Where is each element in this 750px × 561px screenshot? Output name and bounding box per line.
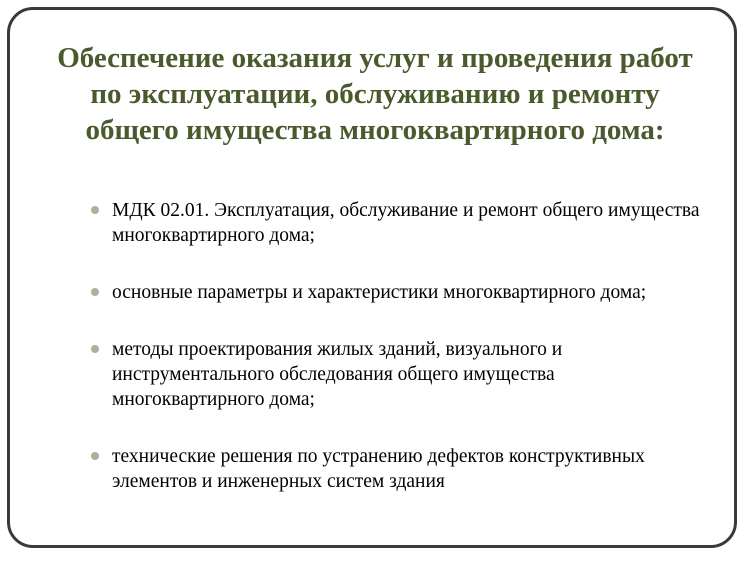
bullet-item	[82, 280, 702, 305]
slide-frame	[7, 7, 737, 548]
bullet-text: МДК 02.01. Эксплуатация, обслуживание и ремонт общего имущества многоквартирного дома;	[112, 200, 700, 246]
bullet-icon	[91, 206, 99, 214]
bullet-text: технические решения по устранению дефектов конструктивных элементов и инженерных систем здания	[112, 446, 645, 492]
bullet-icon	[91, 452, 99, 460]
bullet-list	[82, 198, 702, 494]
bullet-text: методы проектирования жилых зданий, визуального и инструментального обследования общего имущества многоквартирного дома;	[112, 339, 563, 410]
bullet-item	[82, 198, 702, 248]
bullet-item	[82, 444, 702, 494]
bullet-icon	[91, 288, 99, 296]
slide-title: Обеспечение оказания услуг и проведения работ по эксплуатации, обслуживанию и ремонту общего имущества многоквартирного дома:	[57, 42, 693, 146]
bullet-text: основные параметры и характеристики многоквартирного дома;	[112, 282, 647, 303]
bullet-icon	[91, 345, 99, 353]
bullet-item	[82, 337, 702, 412]
